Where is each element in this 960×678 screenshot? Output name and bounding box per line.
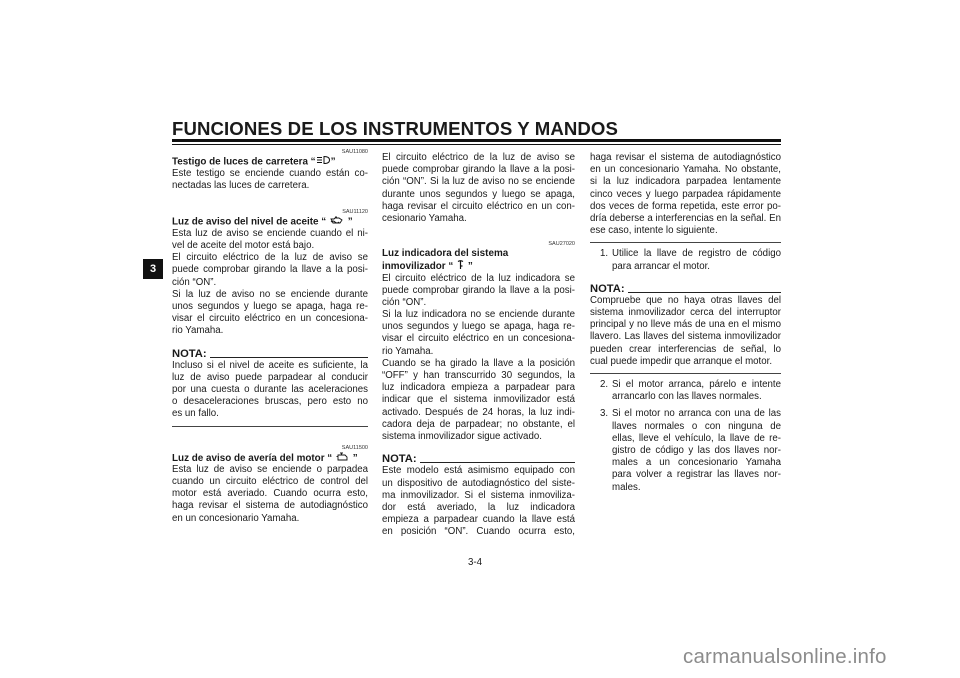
note-box	[172, 347, 368, 426]
heading-text: Luz de aviso de avería del motor “	[172, 452, 335, 464]
text-line: El circuito eléctrico de la luz de aviso se	[382, 152, 575, 163]
text-line: cadora deja de parpadear; no obstante, el	[382, 418, 575, 430]
note-label: NOTA:	[172, 347, 207, 360]
text-line: arrancarlo con las llaves normales.	[612, 391, 762, 403]
reference-code: SAU11500	[341, 444, 368, 451]
text-line: vel de aceite del motor está bajo.	[172, 239, 315, 251]
heading-quote: ”	[350, 452, 358, 464]
list-item	[590, 379, 781, 403]
paragraph	[382, 273, 575, 310]
heading-line	[172, 156, 368, 168]
text-line: llavero. Las llaves del sistema inmovilizador	[590, 331, 781, 343]
paragraph	[382, 152, 575, 225]
watermark: carmanualsonline.info	[683, 645, 887, 668]
text-line: en un concesionario Yamaha.	[172, 512, 300, 524]
heading-line	[172, 216, 368, 228]
text-line: cesionario Yamaha.	[382, 212, 467, 224]
text-line: cuando un circuito eléctrico de control del	[172, 475, 368, 487]
text-line: haga revisar el circuito eléctrico en un con-	[382, 200, 575, 212]
list-number: 1.	[600, 248, 609, 260]
text-line: unos segundos y luego se apaga, haga re-	[382, 321, 575, 333]
text-line: ese caso, intente lo siguiente.	[590, 225, 718, 237]
text-line: un dispositivo de autodiagnóstico del siste-	[382, 477, 575, 489]
list-number: 2.	[600, 379, 609, 390]
text-line: activado. Después de 24 horas, la luz indi-	[382, 406, 575, 418]
heading-text: Luz indicadora del sistema	[382, 248, 509, 260]
note-box	[382, 453, 575, 538]
text-line: ellas, lleve el vehículo, la llave de re-	[612, 432, 781, 444]
text-line: Este testigo se enciende cuando están co-	[172, 168, 368, 180]
text-line: “OFF” y han transcurrido 30 segundos, la	[382, 370, 575, 381]
text-line: Compruebe que no haya otras llaves del	[590, 294, 781, 306]
text-line: cual puede impedir que arranque el motor.	[590, 355, 773, 367]
note-end-rule	[590, 373, 781, 374]
text-line: luz indicadora empieza a parpadear para	[382, 382, 575, 394]
heading-line	[382, 260, 575, 272]
heading-line	[382, 248, 575, 260]
text-line: sistema inmovilizador sigue activado.	[382, 430, 542, 442]
column-1	[172, 149, 368, 525]
text-line: dos veces de forma repetida, este error po-	[590, 200, 781, 212]
note-header-rule	[420, 462, 575, 463]
note-label: NOTA:	[590, 282, 625, 295]
text-line: principal y no lleve más de una en el mismo	[590, 319, 781, 331]
note-label: NOTA:	[382, 453, 417, 466]
heading-text: Luz de aviso del nivel de aceite “	[172, 216, 329, 228]
text-line: males a un concesionario Yamaha	[612, 457, 781, 469]
text-line: Este modelo está asimismo equipado con	[382, 465, 575, 477]
text-line: empieza a parpadear cuando la llave está	[382, 514, 575, 526]
text-line: pueden crear interferencias de señal, lo	[590, 343, 781, 355]
note-header-rule	[210, 357, 368, 358]
text-line: dor está averiado, la luz indicadora	[382, 501, 575, 513]
note-header	[590, 283, 781, 295]
text-line: durante unos segundos y luego se apaga,	[382, 188, 575, 200]
note-end-rule	[172, 426, 368, 427]
reference-code: SAU11120	[342, 208, 368, 215]
heading-line	[172, 452, 368, 464]
note-box	[590, 283, 781, 374]
text-line: luz de aviso puede parpadear al conducir	[172, 371, 368, 383]
text-line: nectadas las luces de carretera.	[172, 180, 310, 192]
text-line: ción “ON”.	[172, 276, 217, 288]
text-line: Incluso si el nivel de aceite es suficiente, la	[172, 359, 368, 371]
text-line: Si la luz indicadora no se enciende durante	[382, 309, 575, 321]
text-line: o desaceleraciones bruscas, pero esto no	[172, 396, 368, 408]
list-item	[590, 408, 781, 493]
text-line: en posición “ON”. Cuando ocurra esto,	[382, 526, 575, 538]
text-line: males.	[612, 481, 641, 493]
text-line: Si el motor arranca, párelo e intente	[612, 379, 781, 390]
text-line: visar el circuito eléctrico en un concesiona-	[382, 333, 575, 345]
text-line: para volver a registrar las llaves nor-	[612, 469, 781, 481]
text-line: ción “ON”.	[382, 296, 427, 308]
section-heading	[382, 248, 575, 272]
text-line: puede comprobar girando la llave a la posi-	[382, 164, 575, 176]
section-tab: 3	[143, 259, 163, 279]
heading-quote: ”	[330, 156, 336, 168]
page-number: 3-4	[468, 557, 483, 568]
text-line: visar el circuito eléctrico en un concesiona-	[172, 313, 368, 325]
note-header-rule	[628, 292, 781, 293]
paragraph	[172, 228, 368, 252]
text-line: rio Yamaha.	[172, 325, 224, 337]
text-line: El circuito eléctrico de la luz indicadora se	[382, 272, 575, 284]
paragraph	[172, 168, 368, 192]
text-line: gistro de código y las dos llaves nor-	[612, 444, 781, 456]
text-line: indicar que el sistema inmovilizador está	[382, 394, 575, 406]
page-title: FUNCIONES DE LOS INSTRUMENTOS Y MANDOS	[172, 118, 618, 139]
text-line: por una cuesta o durante las aceleraciones	[172, 384, 368, 395]
text-line: Si el motor no arranca con una de las	[612, 408, 781, 420]
column-3	[590, 152, 781, 494]
text-line: Cuando se ha girado la llave a la posición	[382, 357, 575, 369]
section-heading	[172, 216, 368, 228]
text-line: puede comprobar girando la llave a la posi-	[172, 264, 368, 276]
note-box	[590, 152, 781, 243]
text-line: unos segundos y luego se apaga, haga re-	[172, 300, 368, 312]
high-beam-icon	[317, 156, 330, 168]
paragraph	[172, 289, 368, 338]
reference-code: SAU27020	[548, 241, 575, 248]
note-header	[382, 453, 575, 465]
text-line: Esta luz de aviso se enciende cuando el ni-	[172, 227, 368, 239]
text-line: puede comprobar girando la llave a la posi-	[382, 284, 575, 296]
paragraph	[172, 464, 368, 525]
immobilizer-icon	[457, 260, 464, 273]
text-line: Si la luz de aviso no se enciende durante	[172, 288, 368, 300]
paragraph	[382, 309, 575, 358]
text-line: en un concesionario Yamaha. No obstante,	[590, 164, 781, 176]
heading-text: inmovilizador “	[382, 261, 457, 273]
heading-text: Testigo de luces de carretera “	[172, 156, 316, 168]
section-heading	[172, 156, 368, 168]
text-line: llaves normales o con ninguna de	[612, 420, 781, 432]
text-line: sistema inmovilizador cerca del interruptor	[590, 307, 781, 319]
paragraph	[382, 358, 575, 443]
reference-code: SAU11080	[341, 149, 368, 155]
engine-trouble-icon	[336, 452, 349, 465]
list-number: 3.	[600, 408, 609, 420]
list-item	[590, 248, 781, 272]
text-line: dría deberse a interferencias en la señal. En	[590, 212, 781, 224]
text-line: motor está averiado. Cuando ocurra esto,	[172, 488, 368, 500]
text-line: es un fallo.	[172, 408, 219, 420]
oil-level-icon	[330, 216, 344, 228]
note-end-rule	[590, 242, 781, 243]
text-line: rio Yamaha.	[382, 345, 434, 357]
heading-quote: ”	[465, 261, 473, 273]
text-line: El circuito eléctrico de la luz de aviso se	[172, 252, 368, 264]
text-line: Utilice la llave de registro de código	[612, 248, 781, 260]
text-line: ción “ON”. Si la luz de aviso no se enciende	[382, 176, 575, 188]
text-line: para arrancar el motor.	[612, 260, 710, 272]
title-rule-thick	[172, 139, 781, 142]
heading-quote: ”	[344, 216, 353, 228]
paragraph	[172, 252, 368, 289]
title-rule-thin	[172, 144, 781, 145]
text-line: ma inmovilizador. Si el sistema inmoviliza-	[382, 489, 575, 501]
text-line: haga revisar el sistema de autodiagnóstico	[172, 500, 368, 512]
note-header	[172, 347, 368, 359]
text-line: Esta luz de aviso se enciende o parpadea	[172, 463, 368, 475]
section-heading	[172, 452, 368, 464]
text-line: cinco veces y luego parpadea rápidamente	[590, 188, 781, 200]
text-line: haga revisar el sistema de autodiagnóstico	[590, 152, 781, 163]
text-line: si la luz indicadora parpadea lentamente	[590, 176, 781, 188]
column-2	[382, 152, 575, 538]
